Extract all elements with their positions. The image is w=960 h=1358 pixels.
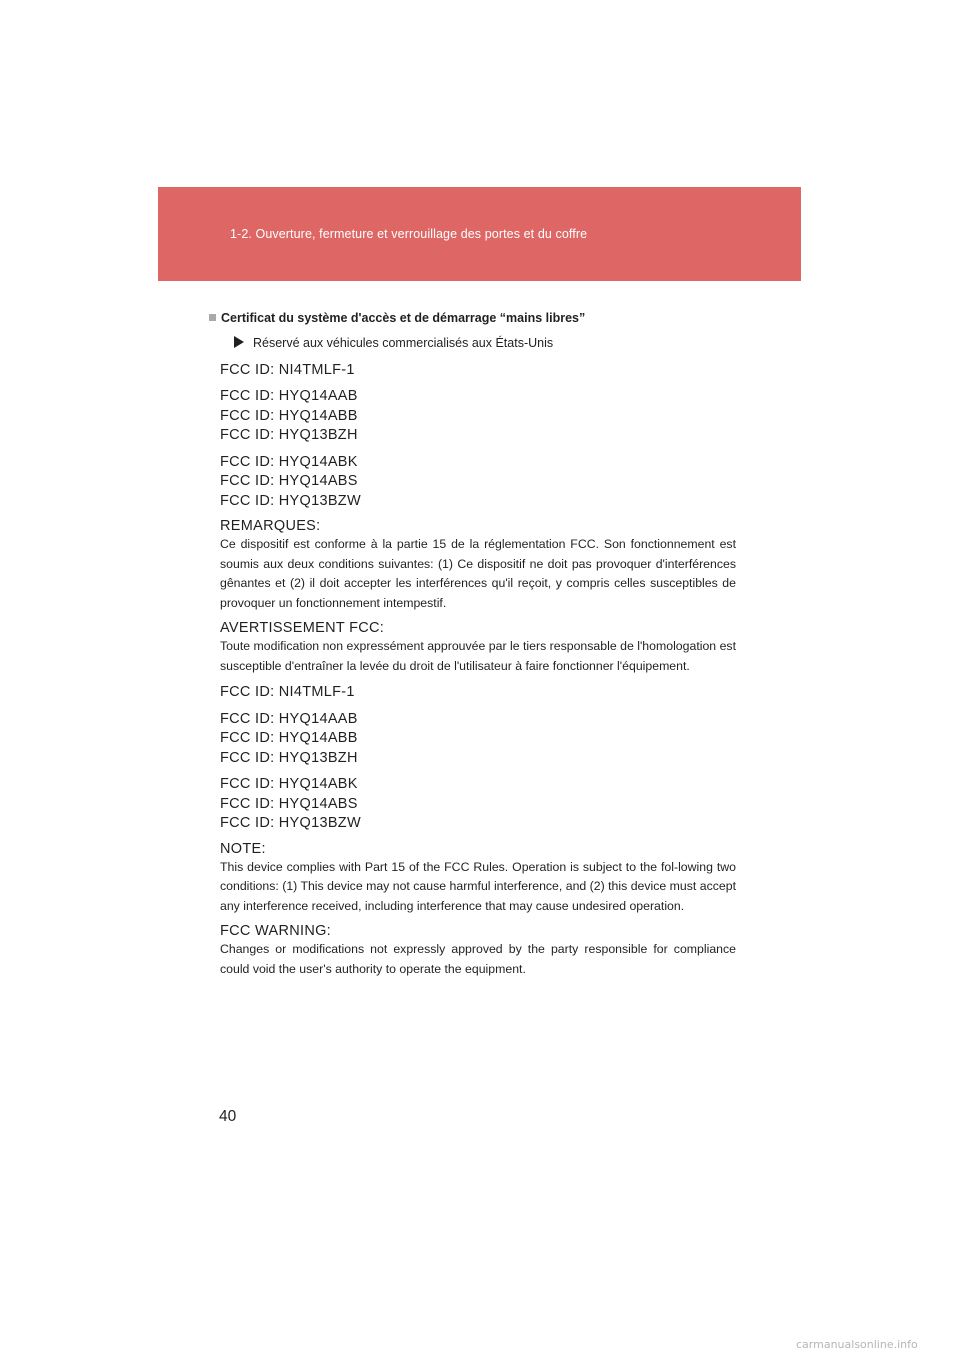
fcc-id-group [220,775,736,834]
fcc-id-group [220,683,736,703]
remarks-block [220,517,736,613]
note-block [220,840,736,917]
fcc-id-group [220,710,736,769]
fcc-id-line: FCC ID: HYQ14ABS [220,795,358,812]
fr-warning-title: AVERTISSEMENT FCC: [220,620,385,636]
chapter-header-band [158,187,801,281]
fcc-id-group [220,453,736,512]
watermark: carmanualsonline.info [796,1338,918,1351]
fcc-id-line: FCC ID: HYQ14ABK [220,453,358,470]
en-warning-title: FCC WARNING: [220,923,331,939]
en-warning-body: Changes or modifications not expressly approved by the party responsible for compliance could void the user's authority to operate the equipment. [220,942,736,976]
fcc-id-line: FCC ID: HYQ14AAB [220,388,358,404]
fr-warning-body: Toute modification non expressément approuvée par le tiers responsable de l'homologation est susceptible d'entraîner la levée du droit de l'utilisateur à faire fonctionner l'équipement. [220,639,736,673]
market-note [234,334,736,354]
fcc-id-line: FCC ID: HYQ14AAB [220,710,358,727]
fcc-id-line: FCC ID: NI4TMLF-1 [220,361,355,378]
triangle-right-icon [234,336,244,348]
fr-warning-block [220,619,736,676]
square-bullet-icon [209,314,216,321]
note-title: NOTE: [220,840,266,857]
fcc-id-line: FCC ID: HYQ13BZW [220,815,361,831]
chapter-title: 1-2. Ouverture, fermeture et verrouillage des portes et du coffre [230,227,588,241]
en-warning-block [220,922,736,979]
note-body: This device complies with Part 15 of the FCC Rules. Operation is subject to the fol-lowing two conditions: (1) This device may not cause harmful interference, and (2) this device must accept any interference received, including interference that may cause undesired operation. [220,859,736,913]
fcc-id-line: FCC ID: HYQ13BZH [220,749,358,766]
section-heading-text: Certificat du système d'accès et de démarrage “mains libres” [221,311,586,325]
fcc-id-line: FCC ID: HYQ14ABK [220,776,358,792]
page-number: 40 [219,1108,237,1125]
fcc-id-line: FCC ID: HYQ14ABB [220,730,358,746]
fcc-id-line: FCC ID: HYQ13BZH [220,427,358,443]
page-content [220,308,736,979]
fcc-id-group [220,387,736,446]
market-note-text: Réservé aux véhicules commercialisés aux États-Unis [253,336,554,350]
fcc-id-line: FCC ID: HYQ14ABB [220,407,358,424]
fcc-id-line: FCC ID: HYQ13BZW [220,492,361,509]
section-heading [209,308,736,328]
fcc-id-line: FCC ID: NI4TMLF-1 [220,684,355,700]
remarks-body: Ce dispositif est conforme à la partie 15 de la réglementation FCC. Son fonctionnement est soumis aux deux conditions suivantes: (1) Ce dispositif ne doit pas provoquer d'interférences gênantes et (2) il doit accepter les interférences qu'il reçoit, y compris celles susceptibles de provoquer un fonctionnement intempestif. [220,537,736,610]
fcc-id-line: FCC ID: HYQ14ABS [220,473,358,489]
fcc-id-group [220,361,736,381]
remarks-title: REMARQUES: [220,518,321,534]
